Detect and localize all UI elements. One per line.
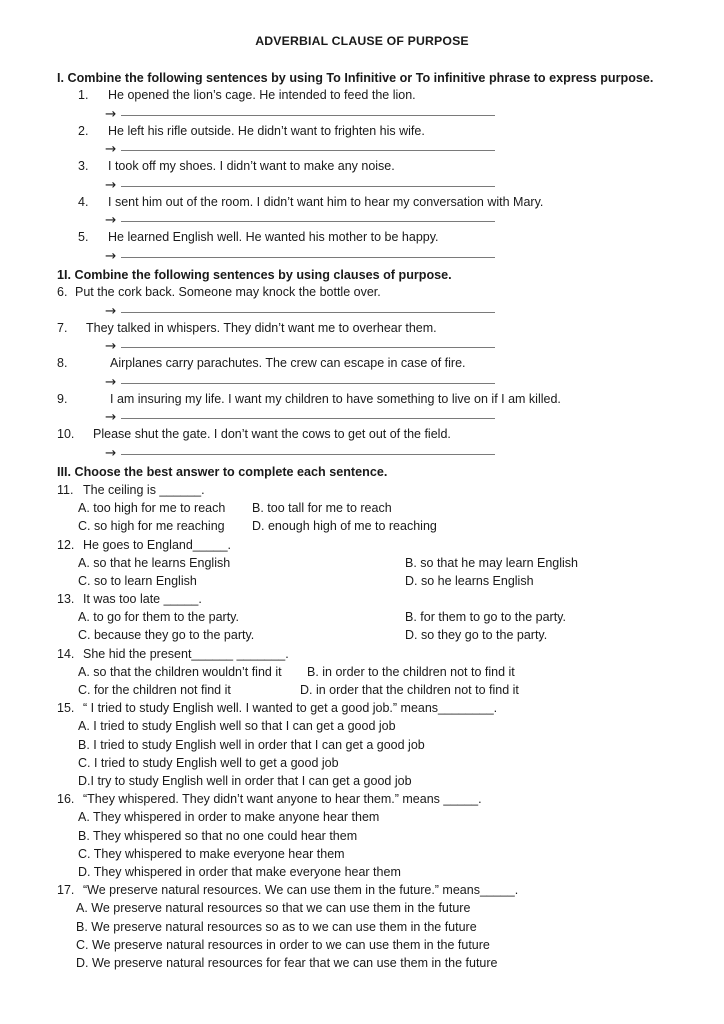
exercise-item	[0, 355, 724, 373]
page-title: ADVERBIAL CLAUSE OF PURPOSE	[255, 34, 469, 48]
option-b[interactable]: B. We preserve natural resources so as to we can use them in the future	[76, 919, 477, 934]
answer-blank-line[interactable]	[0, 211, 724, 229]
answer-blank-line[interactable]	[0, 408, 724, 426]
answer-blank-line[interactable]	[0, 176, 724, 194]
item-text: I took off my shoes. I didn’t want to make any noise.	[108, 159, 395, 174]
arrow-right-icon: →	[105, 105, 117, 122]
option-b[interactable]: B. too tall for me to reach	[252, 501, 392, 516]
blank-rule[interactable]	[121, 312, 495, 313]
item-text: He learned English well. He wanted his mother to be happy.	[108, 230, 439, 245]
item-number: 8.	[57, 356, 68, 371]
arrow-right-icon: →	[105, 409, 117, 426]
arrow-right-icon: →	[105, 247, 117, 264]
option-row	[0, 554, 724, 572]
question-number: 13.	[57, 592, 75, 607]
question-stem	[0, 699, 724, 717]
exercise-item	[0, 284, 724, 302]
item-text: He opened the lion’s cage. He intended to feed the lion.	[108, 88, 416, 102]
answer-blank-line[interactable]	[0, 302, 724, 320]
exercise-item	[0, 320, 724, 338]
blank-rule[interactable]	[121, 418, 495, 419]
option-row	[0, 681, 724, 699]
item-number: 1.	[78, 88, 89, 102]
part-3-question-list	[0, 481, 724, 972]
arrow-right-icon: →	[105, 338, 117, 355]
arrow-right-icon: →	[105, 444, 117, 461]
arrow-right-icon: →	[105, 212, 117, 229]
question-16	[0, 790, 724, 881]
answer-blank-line[interactable]	[0, 337, 724, 355]
item-number: 9.	[57, 391, 68, 406]
question-number: 11.	[57, 482, 74, 497]
question-stem	[0, 881, 724, 899]
item-number: 5.	[78, 230, 89, 245]
question-15	[0, 699, 724, 790]
question-text: She hid the present______ _______.	[83, 646, 289, 661]
question-13	[0, 590, 724, 645]
option-d[interactable]: D. so he learns English	[405, 573, 534, 588]
item-text: They talked in whispers. They didn’t want me to overhear them.	[86, 320, 437, 335]
item-number: 7.	[57, 320, 68, 335]
question-text: It was too late _____.	[83, 592, 202, 607]
option-b[interactable]: B. for them to go to the party.	[405, 610, 566, 625]
answer-blank-line[interactable]	[0, 105, 724, 123]
blank-rule[interactable]	[121, 454, 495, 455]
option-b[interactable]: B. so that he may learn English	[405, 555, 579, 570]
option-a[interactable]: A. so that he learns English	[78, 555, 231, 570]
option-a[interactable]: A. We preserve natural resources so that we can use them in the future	[76, 901, 471, 916]
question-number: 16.	[57, 792, 75, 807]
arrow-right-icon: →	[105, 141, 117, 158]
option-a[interactable]: A. so that the children wouldn’t find it	[78, 664, 282, 679]
option-c[interactable]: C. They whispered to make everyone hear them	[78, 846, 345, 861]
exercise-item	[0, 426, 724, 444]
question-stem	[0, 481, 724, 499]
option-row	[0, 626, 724, 644]
option-b[interactable]: B. in order to the children not to find it	[307, 664, 515, 679]
question-14	[0, 645, 724, 700]
question-stem	[0, 645, 724, 663]
question-text: “We preserve natural resources. We can use them in the future.” means_____.	[83, 883, 519, 898]
question-number: 17.	[57, 883, 75, 898]
question-text: He goes to England_____.	[83, 537, 232, 552]
item-number: 2.	[78, 123, 89, 138]
item-number: 6.	[57, 284, 68, 299]
exercise-item	[0, 158, 724, 176]
question-stem	[0, 536, 724, 554]
option-c[interactable]: C. I tried to study English well to get a good job	[78, 755, 339, 770]
answer-blank-line[interactable]	[0, 247, 724, 265]
blank-rule[interactable]	[121, 150, 495, 151]
arrow-right-icon: →	[105, 176, 117, 193]
section-heading-part-1: I. Combine the following sentences by using To Infinitive or To infinitive phrase to express purpose.	[57, 71, 654, 85]
item-text: Airplanes carry parachutes. The crew can escape in case of fire.	[110, 356, 466, 371]
part-1-exercise-list	[0, 87, 724, 265]
option-d[interactable]: D. in order that the children not to find it	[300, 683, 519, 698]
blank-rule[interactable]	[121, 221, 495, 222]
answer-blank-line[interactable]	[0, 373, 724, 391]
item-text: He left his rifle outside. He didn’t want to frighten his wife.	[108, 123, 425, 138]
arrow-right-icon: →	[105, 302, 117, 319]
blank-rule[interactable]	[121, 347, 495, 348]
option-d[interactable]: D. so they go to the party.	[405, 628, 548, 643]
question-stem	[0, 790, 724, 808]
question-number: 14.	[57, 646, 75, 661]
answer-blank-line[interactable]	[0, 444, 724, 462]
item-number: 3.	[78, 159, 89, 174]
exercise-item	[0, 87, 724, 105]
question-stem	[0, 590, 724, 608]
item-text: I am insuring my life. I want my children to have something to live on if I am killed.	[110, 391, 561, 406]
question-text: “ I tried to study English well. I wanted to get a good job.” means________.	[83, 701, 498, 716]
option-d[interactable]: D. We preserve natural resources for fear that we can use them in the future	[76, 956, 498, 971]
question-number: 12.	[57, 537, 75, 552]
option-c[interactable]: C. so high for me reaching	[78, 519, 225, 534]
option-a[interactable]: A. They whispered in order to make anyone hear them	[78, 810, 380, 825]
option-b[interactable]: B. I tried to study English well in order that I can get a good job	[78, 737, 425, 752]
option-a[interactable]: A. too high for me to reach	[78, 501, 226, 516]
blank-rule[interactable]	[121, 257, 495, 258]
item-text: Put the cork back. Someone may knock the bottle over.	[75, 284, 381, 299]
option-c[interactable]: C. for the children not find it	[78, 683, 231, 698]
option-row	[0, 608, 724, 626]
question-17	[0, 881, 724, 972]
blank-rule[interactable]	[121, 115, 495, 116]
question-12	[0, 536, 724, 591]
item-number: 10.	[57, 427, 75, 442]
option-row	[0, 517, 724, 535]
item-text: I sent him out of the room. I didn’t want him to hear my conversation with Mary.	[108, 194, 544, 209]
question-number: 15.	[57, 701, 75, 716]
question-text: “They whispered. They didn’t want anyone to hear them.” means _____.	[83, 792, 482, 807]
exercise-item	[0, 391, 724, 409]
option-row	[0, 663, 724, 681]
option-d[interactable]: D. enough high of me to reaching	[252, 519, 437, 534]
option-b[interactable]: B. They whispered so that no one could hear them	[78, 828, 358, 843]
option-d[interactable]: D. They whispered in order that make everyone hear them	[78, 865, 401, 880]
blank-rule[interactable]	[121, 383, 495, 384]
option-c[interactable]: C. because they go to the party.	[78, 628, 255, 643]
option-row	[0, 499, 724, 517]
exercise-item	[0, 123, 724, 141]
exercise-item	[0, 229, 724, 247]
option-c[interactable]: C. so to learn English	[78, 573, 197, 588]
section-heading-part-3: III. Choose the best answer to complete each sentence.	[57, 464, 388, 479]
item-number: 4.	[78, 194, 89, 209]
option-a[interactable]: A. I tried to study English well so that I can get a good job	[78, 719, 396, 734]
item-text: Please shut the gate. I don’t want the cows to get out of the field.	[93, 427, 451, 442]
question-text: The ceiling is ______.	[83, 482, 205, 497]
part-2-exercise-list	[0, 284, 724, 462]
section-heading-part-2: 1I. Combine the following sentences by using clauses of purpose.	[57, 267, 452, 282]
exercise-item	[0, 194, 724, 212]
blank-rule[interactable]	[121, 186, 495, 187]
option-row	[0, 572, 724, 590]
option-a[interactable]: A. to go for them to the party.	[78, 610, 239, 625]
arrow-right-icon: →	[105, 373, 117, 390]
option-c[interactable]: C. We preserve natural resources in order to we can use them in the future	[76, 937, 490, 952]
option-d[interactable]: D.I try to study English well in order that I can get a good job	[78, 774, 412, 789]
question-11	[0, 481, 724, 536]
answer-blank-line[interactable]	[0, 140, 724, 158]
